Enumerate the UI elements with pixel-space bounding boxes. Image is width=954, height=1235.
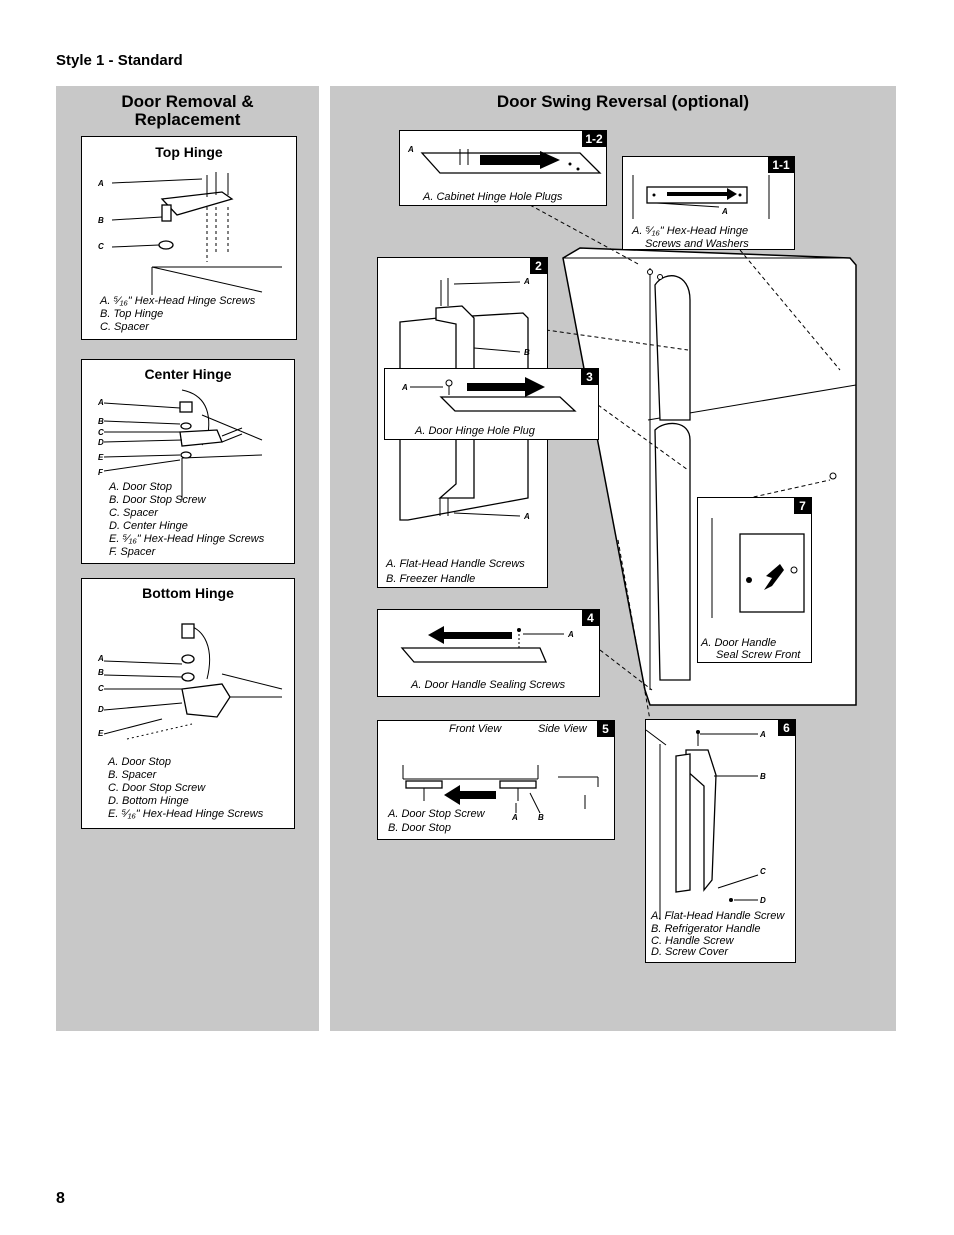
caption: C. Spacer (109, 507, 158, 519)
caption: B. Top Hinge (100, 308, 164, 320)
center-hinge-letter-c: C (98, 428, 104, 437)
caption: C. Handle Screw (651, 935, 734, 947)
caption: A. Flat-Head Handle Screw (651, 910, 785, 922)
top-hinge-letter-b: B (98, 216, 104, 225)
step-7-number: 7 (794, 498, 811, 514)
caption: D. Center Hinge (109, 520, 188, 532)
caption: Seal Screw Front (716, 649, 801, 661)
step-6-letter-b: B (760, 772, 766, 781)
caption: B. Refrigerator Handle (651, 923, 761, 935)
caption: A. Door Handle (701, 637, 777, 649)
step-5-letter-a: A (512, 813, 518, 822)
bottom-hinge-letter-b: B (98, 668, 104, 677)
step-6-captions (651, 910, 784, 958)
page-number: 8 (56, 1190, 65, 1207)
step-6-letter-c: C (760, 867, 766, 876)
caption: A. Door Stop Screw (388, 808, 485, 820)
step-2-letter-b: B (524, 348, 530, 357)
door-swing-title: Door Swing Reversal (optional) (496, 92, 750, 111)
bottom-hinge-letter-a: A (98, 654, 104, 663)
step-5-front-view-label: Front View (449, 723, 502, 735)
step-3-number: 3 (581, 369, 598, 385)
step-5-letter-b: B (538, 813, 544, 822)
top-hinge-title: Top Hinge (155, 144, 223, 160)
step-2-letter-a-top: A (524, 277, 530, 286)
step-1-2-number: 1-2 (582, 131, 606, 147)
step-1-1-box (622, 156, 795, 250)
caption: B. Door Stop (388, 822, 451, 834)
caption: A. ⁵⁄₁₆" Hex-Head Hinge Screws (100, 295, 256, 307)
caption: C. Door Stop Screw (108, 782, 206, 794)
step-7-caption (701, 637, 800, 661)
bottom-hinge-letter-c: C (98, 684, 104, 693)
bottom-hinge-title: Bottom Hinge (142, 585, 234, 601)
step-3-letter-a: A (402, 383, 408, 392)
center-hinge-letter-d: D (98, 438, 104, 447)
step-6-number: 6 (778, 720, 795, 736)
step-6-letter-d: D (760, 896, 766, 905)
caption: B. Door Stop Screw (109, 494, 206, 506)
caption: D. Screw Cover (651, 946, 729, 958)
step-4-letter-a: A (568, 630, 574, 639)
step-1-2-caption: A. Cabinet Hinge Hole Plugs (423, 191, 563, 203)
center-hinge-letter-a: A (98, 398, 104, 407)
caption: A. Door Stop (108, 756, 171, 768)
step-2-number: 2 (530, 258, 547, 274)
center-hinge-title: Center Hinge (144, 366, 232, 382)
caption: A. Flat-Head Handle Screws (386, 558, 525, 570)
caption: B. Spacer (108, 769, 157, 781)
caption: F. Spacer (109, 546, 156, 558)
caption: C. Spacer (100, 321, 149, 333)
top-hinge-letter-c: C (98, 242, 104, 251)
step-3-box (384, 368, 599, 440)
step-1-1-number: 1-1 (768, 157, 794, 173)
center-hinge-letter-f: F (98, 468, 103, 477)
step-3-caption: A. Door Hinge Hole Plug (415, 425, 535, 437)
step-7-box (697, 497, 812, 663)
step-1-2-letter-a: A (408, 145, 414, 154)
step-4-caption: A. Door Handle Sealing Screws (411, 679, 566, 691)
caption: Screws and Washers (645, 238, 749, 250)
step-5-box (377, 720, 615, 840)
step-1-1-letter-a: A (722, 207, 728, 216)
bottom-hinge-letter-d: D (98, 705, 104, 714)
caption: A. ⁵⁄₁₆" Hex-Head Hinge (632, 225, 749, 237)
caption: A. Door Stop (109, 481, 172, 493)
step-5-side-view-label: Side View (538, 723, 587, 735)
style-label: Style 1 - Standard (56, 52, 183, 69)
top-hinge-letter-a: A (98, 179, 104, 188)
step-4-box (377, 609, 600, 697)
step-4-number: 4 (582, 610, 599, 626)
caption: D. Bottom Hinge (108, 795, 189, 807)
step-1-2-box (399, 130, 607, 206)
bottom-hinge-letter-e: E (98, 729, 104, 738)
door-removal-title-line1: Door Removal & (121, 92, 254, 111)
step-5-captions (388, 807, 485, 835)
caption: E. ⁵⁄₁₆" Hex-Head Hinge Screws (108, 808, 264, 820)
caption: E. ⁵⁄₁₆" Hex-Head Hinge Screws (109, 533, 265, 545)
step-1-1-caption (632, 225, 749, 251)
center-hinge-letter-e: E (98, 453, 104, 462)
step-5-number: 5 (597, 721, 614, 737)
center-hinge-letter-b: B (98, 417, 104, 426)
step-6-box (645, 719, 796, 963)
door-removal-title-line2: Replacement (134, 110, 241, 129)
caption: B. Freezer Handle (386, 573, 476, 585)
step-2-captions (386, 557, 525, 587)
step-6-letter-a: A (760, 730, 766, 739)
step-2-letter-a-bottom: A (524, 512, 530, 521)
